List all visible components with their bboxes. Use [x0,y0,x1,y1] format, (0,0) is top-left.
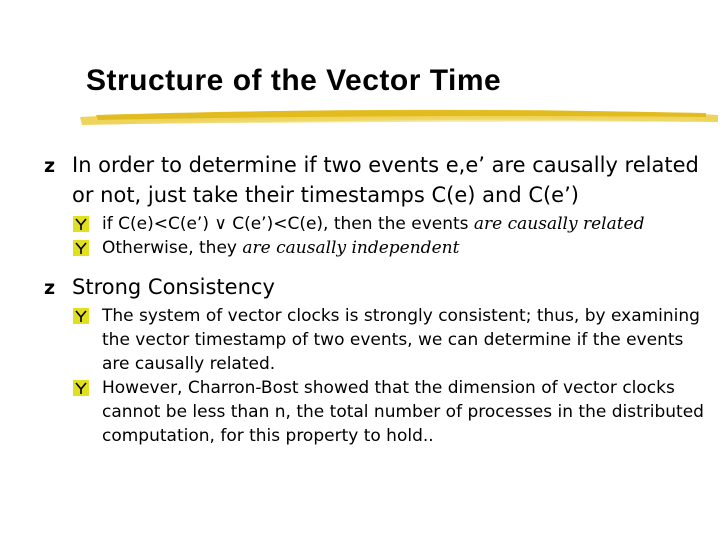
subbullet-marker-icon [73,240,89,256]
bullet-text: In order to determine if two events e,e’ are causally related or not, just take their timestamps C(e) and C(e’) [72,153,699,207]
subbullet-marker-icon [73,308,89,324]
subbullet-italic: are causally related [473,214,645,234]
subbullet-causally-independent [44,236,704,260]
title-underline-brushstroke [76,100,720,130]
subbullet-text: The system of vector clocks is strongly consistent; thus, by examining the vector timestamp of two events, we can determine if the events are causally related. [102,306,700,374]
slide-body [44,150,704,448]
subbullet-causally-related [44,212,704,236]
bullet-marker: z [44,277,56,299]
subbullet-text: Otherwise, they [102,238,243,258]
or-symbol: ∨ [214,214,227,234]
bullet-causal-relation [44,150,704,210]
slide-title: Structure of the Vector Time [86,64,502,97]
subbullet-text-cont: C(e’)<C(e), then the events [232,214,474,234]
subbullet-marker-icon [73,216,89,232]
subbullet-marker-icon [73,380,89,396]
subbullet-italic: are causally independent [242,238,460,258]
subbullet-strongly-consistent [44,304,704,376]
bullet-strong-consistency [44,272,704,302]
subbullet-charron-bost [44,376,704,448]
subbullet-text: However, Charron-Bost showed that the dimension of vector clocks cannot be less than n, the total number of processes in the distributed computation, for this property to hold.. [102,378,704,446]
subbullet-text: if C(e)<C(e’) [102,214,209,234]
bullet-marker: z [44,155,56,177]
bullet-text: Strong Consistency [72,275,275,299]
